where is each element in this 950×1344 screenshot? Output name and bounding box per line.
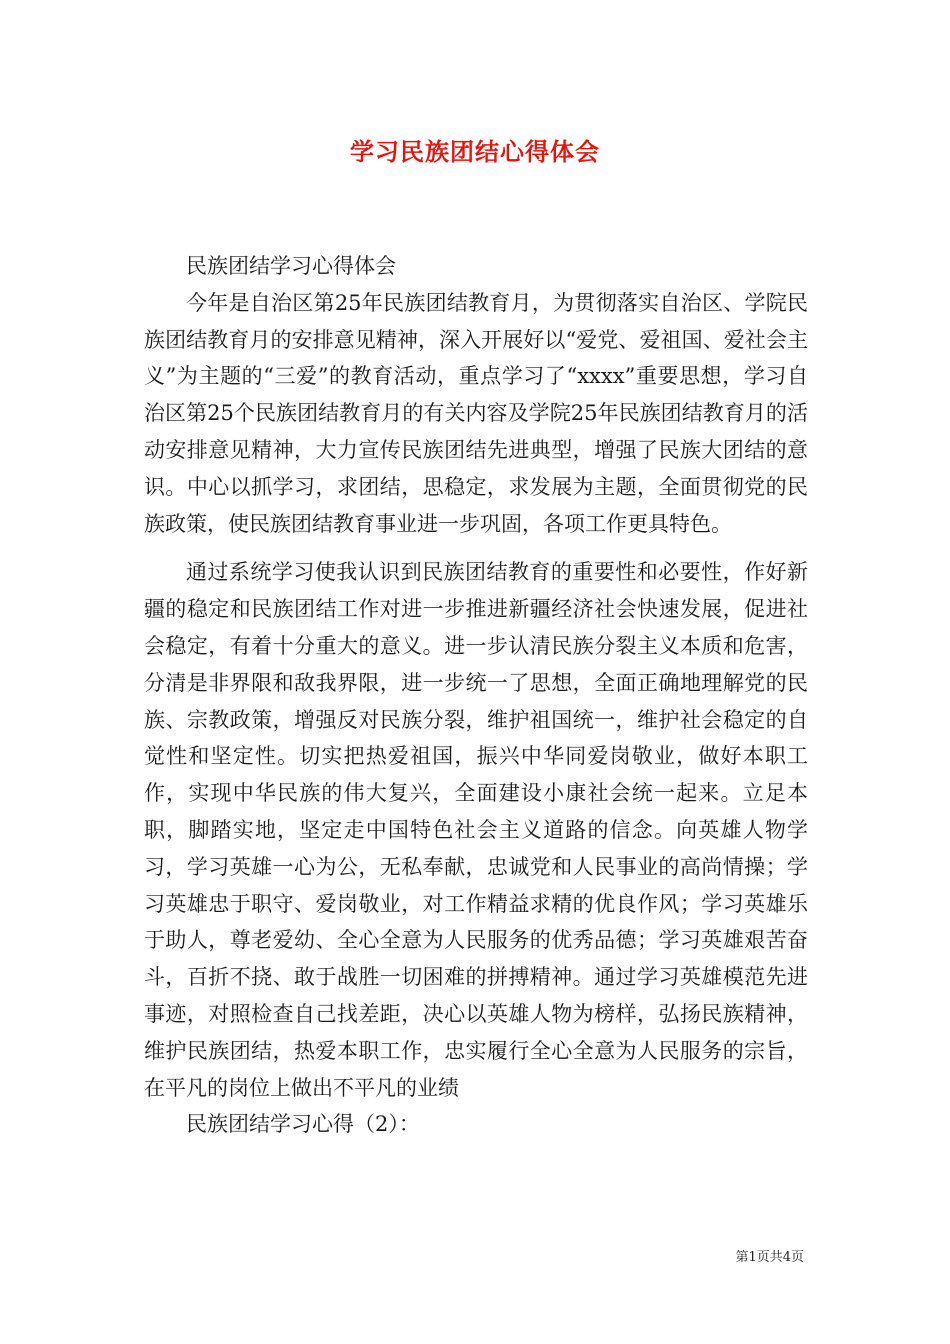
paragraph-subheading: 民族团结学习心得（2）： [186,1112,420,1137]
paragraph-intro: 今年是自治区第25年民族团结教育月，为贯彻落实自治区、学院民族团结教育月的安排意见精神，深入开展好以“爱党、爱祖国、爱社会主义”为主题的“三爱”的教育活动，重点学习了“xxxx”重要思想，学习自治区第25个民族团结教育月的有关内容及学院25年民族团结教育月的活动安排意见精神，大力宣传民族团结先进典型，增强了民族大团结的意识。中心以抓学习，求团结，思稳定，求发展为主题，全面贯彻党的民族政策，使民族团结教育事业进一步巩固，各项工作更具特色。 [144,290,808,536]
document-body [144,248,808,1143]
paragraph-main: 通过系统学习使我认识到民族团结教育的重要性和必要性，作好新疆的稳定和民族团结工作对进一步推进新疆经济社会快速发展，促进社会稳定，有着十分重大的意义。进一步认清民族分裂主义本质和危害，分清是非界限和敌我界限，进一步统一了思想，全面正确地理解党的民族、宗教政策，增强反对民族分裂，维护祖国统一，维护社会稳定的自觉性和坚定性。切实把热爱祖国，振兴中华同爱岗敬业，做好本职工作，实现中华民族的伟大复兴，全面建设小康社会统一起来。立足本职，脚踏实地，坚定走中国特色社会主义道路的信念。向英雄人物学习，学习英雄一心为公，无私奉献，忠诚党和人民事业的高尚情操；学习英雄忠于职守、爱岗敬业，对工作精益求精的优良作风；学习英雄乐于助人，尊老爱幼、全心全意为人民服务的优秀品德；学习英雄艰苦奋斗，百折不挠、敢于战胜一切困难的拼搏精神。通过学习英雄模范先进事迹，对照检查自己找差距，决心以英雄人物为榜样，弘扬民族精神，维护民族团结，热爱本职工作，忠实履行全心全意为人民服务的宗旨，在平凡的岗位上做出不平凡的业绩 [144,560,808,1100]
page-number: 第1页共4页 [735,1250,804,1265]
document-title: 学习民族团结心得体会 [350,137,600,166]
paragraph-heading: 民族团结学习心得体会 [186,254,396,278]
